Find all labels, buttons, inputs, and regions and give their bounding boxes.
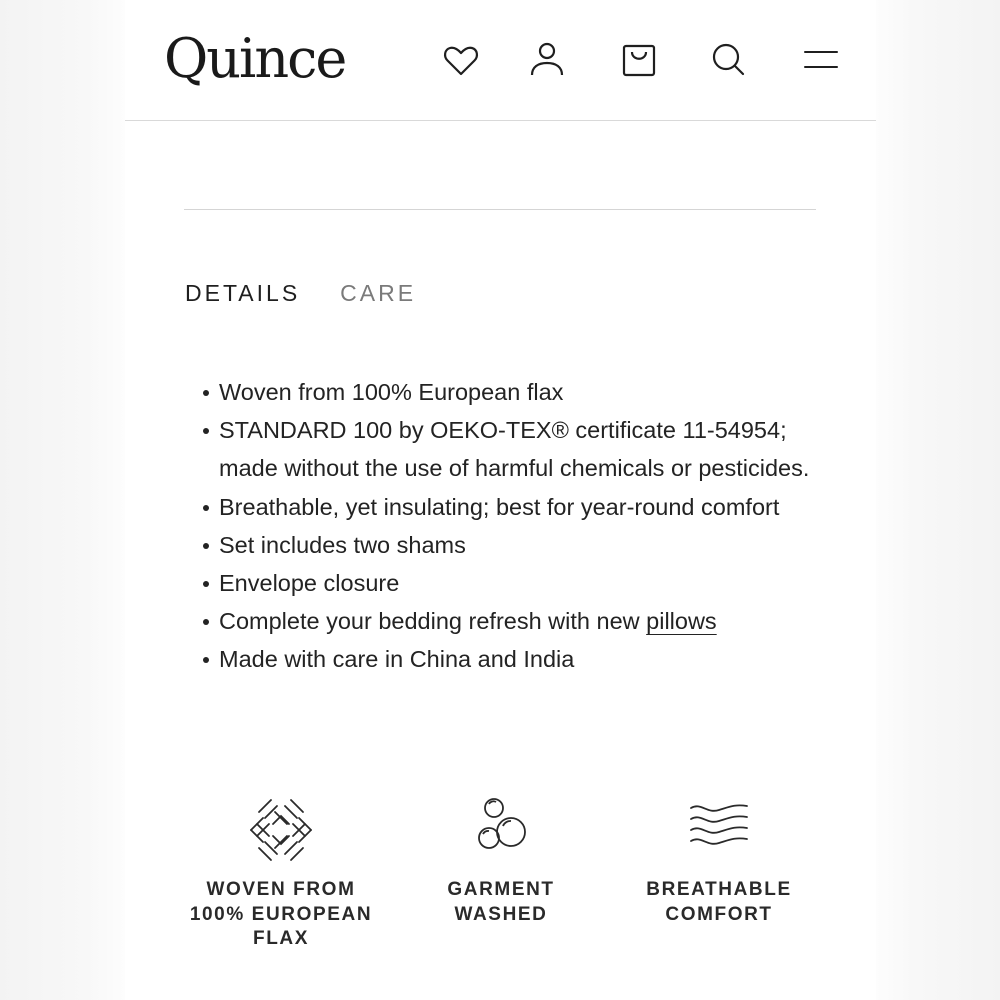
- account-icon: [527, 40, 567, 80]
- page-margin-left: [0, 0, 125, 1000]
- quince-logo[interactable]: Quince: [164, 27, 346, 90]
- woven-flax-icon: [241, 790, 321, 870]
- page-margin-right: [876, 0, 1000, 1000]
- list-item: Breathable, yet insulating; best for year-round comfort: [219, 488, 829, 526]
- list-item: Set includes two shams: [219, 526, 829, 564]
- garment-washed-icon: [461, 790, 541, 870]
- bag-icon: [619, 40, 659, 80]
- account-button[interactable]: [523, 36, 571, 84]
- wishlist-button[interactable]: [437, 36, 485, 84]
- feature-label: GARMENT WASHED: [447, 879, 555, 925]
- feature-woven-flax: [181, 790, 381, 952]
- search-button[interactable]: [705, 36, 753, 84]
- list-item: Complete your bedding refresh with new pillows: [219, 602, 829, 640]
- site-header: [125, 0, 876, 121]
- pillows-link[interactable]: pillows: [646, 608, 717, 635]
- details-list: [219, 373, 829, 679]
- mobile-viewport: [125, 0, 876, 1000]
- feature-highlights: [125, 790, 876, 980]
- list-item: Envelope closure: [219, 564, 829, 602]
- tab-care[interactable]: CARE: [340, 280, 417, 306]
- feature-label: WOVEN FROM 100% EUROPEAN FLAX: [189, 879, 373, 949]
- search-icon: [709, 40, 749, 80]
- list-item: Made with care in China and India: [219, 640, 829, 678]
- section-divider: [184, 209, 816, 210]
- list-item: STANDARD 100 by OEKO-TEX® certificate 11-54954; made without the use of harmful chemicals or pesticides.: [219, 411, 829, 487]
- shopping-bag-button[interactable]: [615, 36, 663, 84]
- feature-garment-washed: [401, 790, 601, 927]
- tab-details[interactable]: DETAILS: [185, 280, 301, 306]
- menu-icon: [801, 40, 841, 80]
- heart-icon: [441, 40, 481, 80]
- feature-breathable-comfort: [619, 790, 819, 927]
- list-item: Woven from 100% European flax: [219, 373, 829, 411]
- product-info-tabs: [185, 278, 416, 308]
- feature-label: BREATHABLE COMFORT: [646, 879, 792, 925]
- breathable-comfort-icon: [679, 790, 759, 870]
- menu-button[interactable]: [797, 36, 845, 84]
